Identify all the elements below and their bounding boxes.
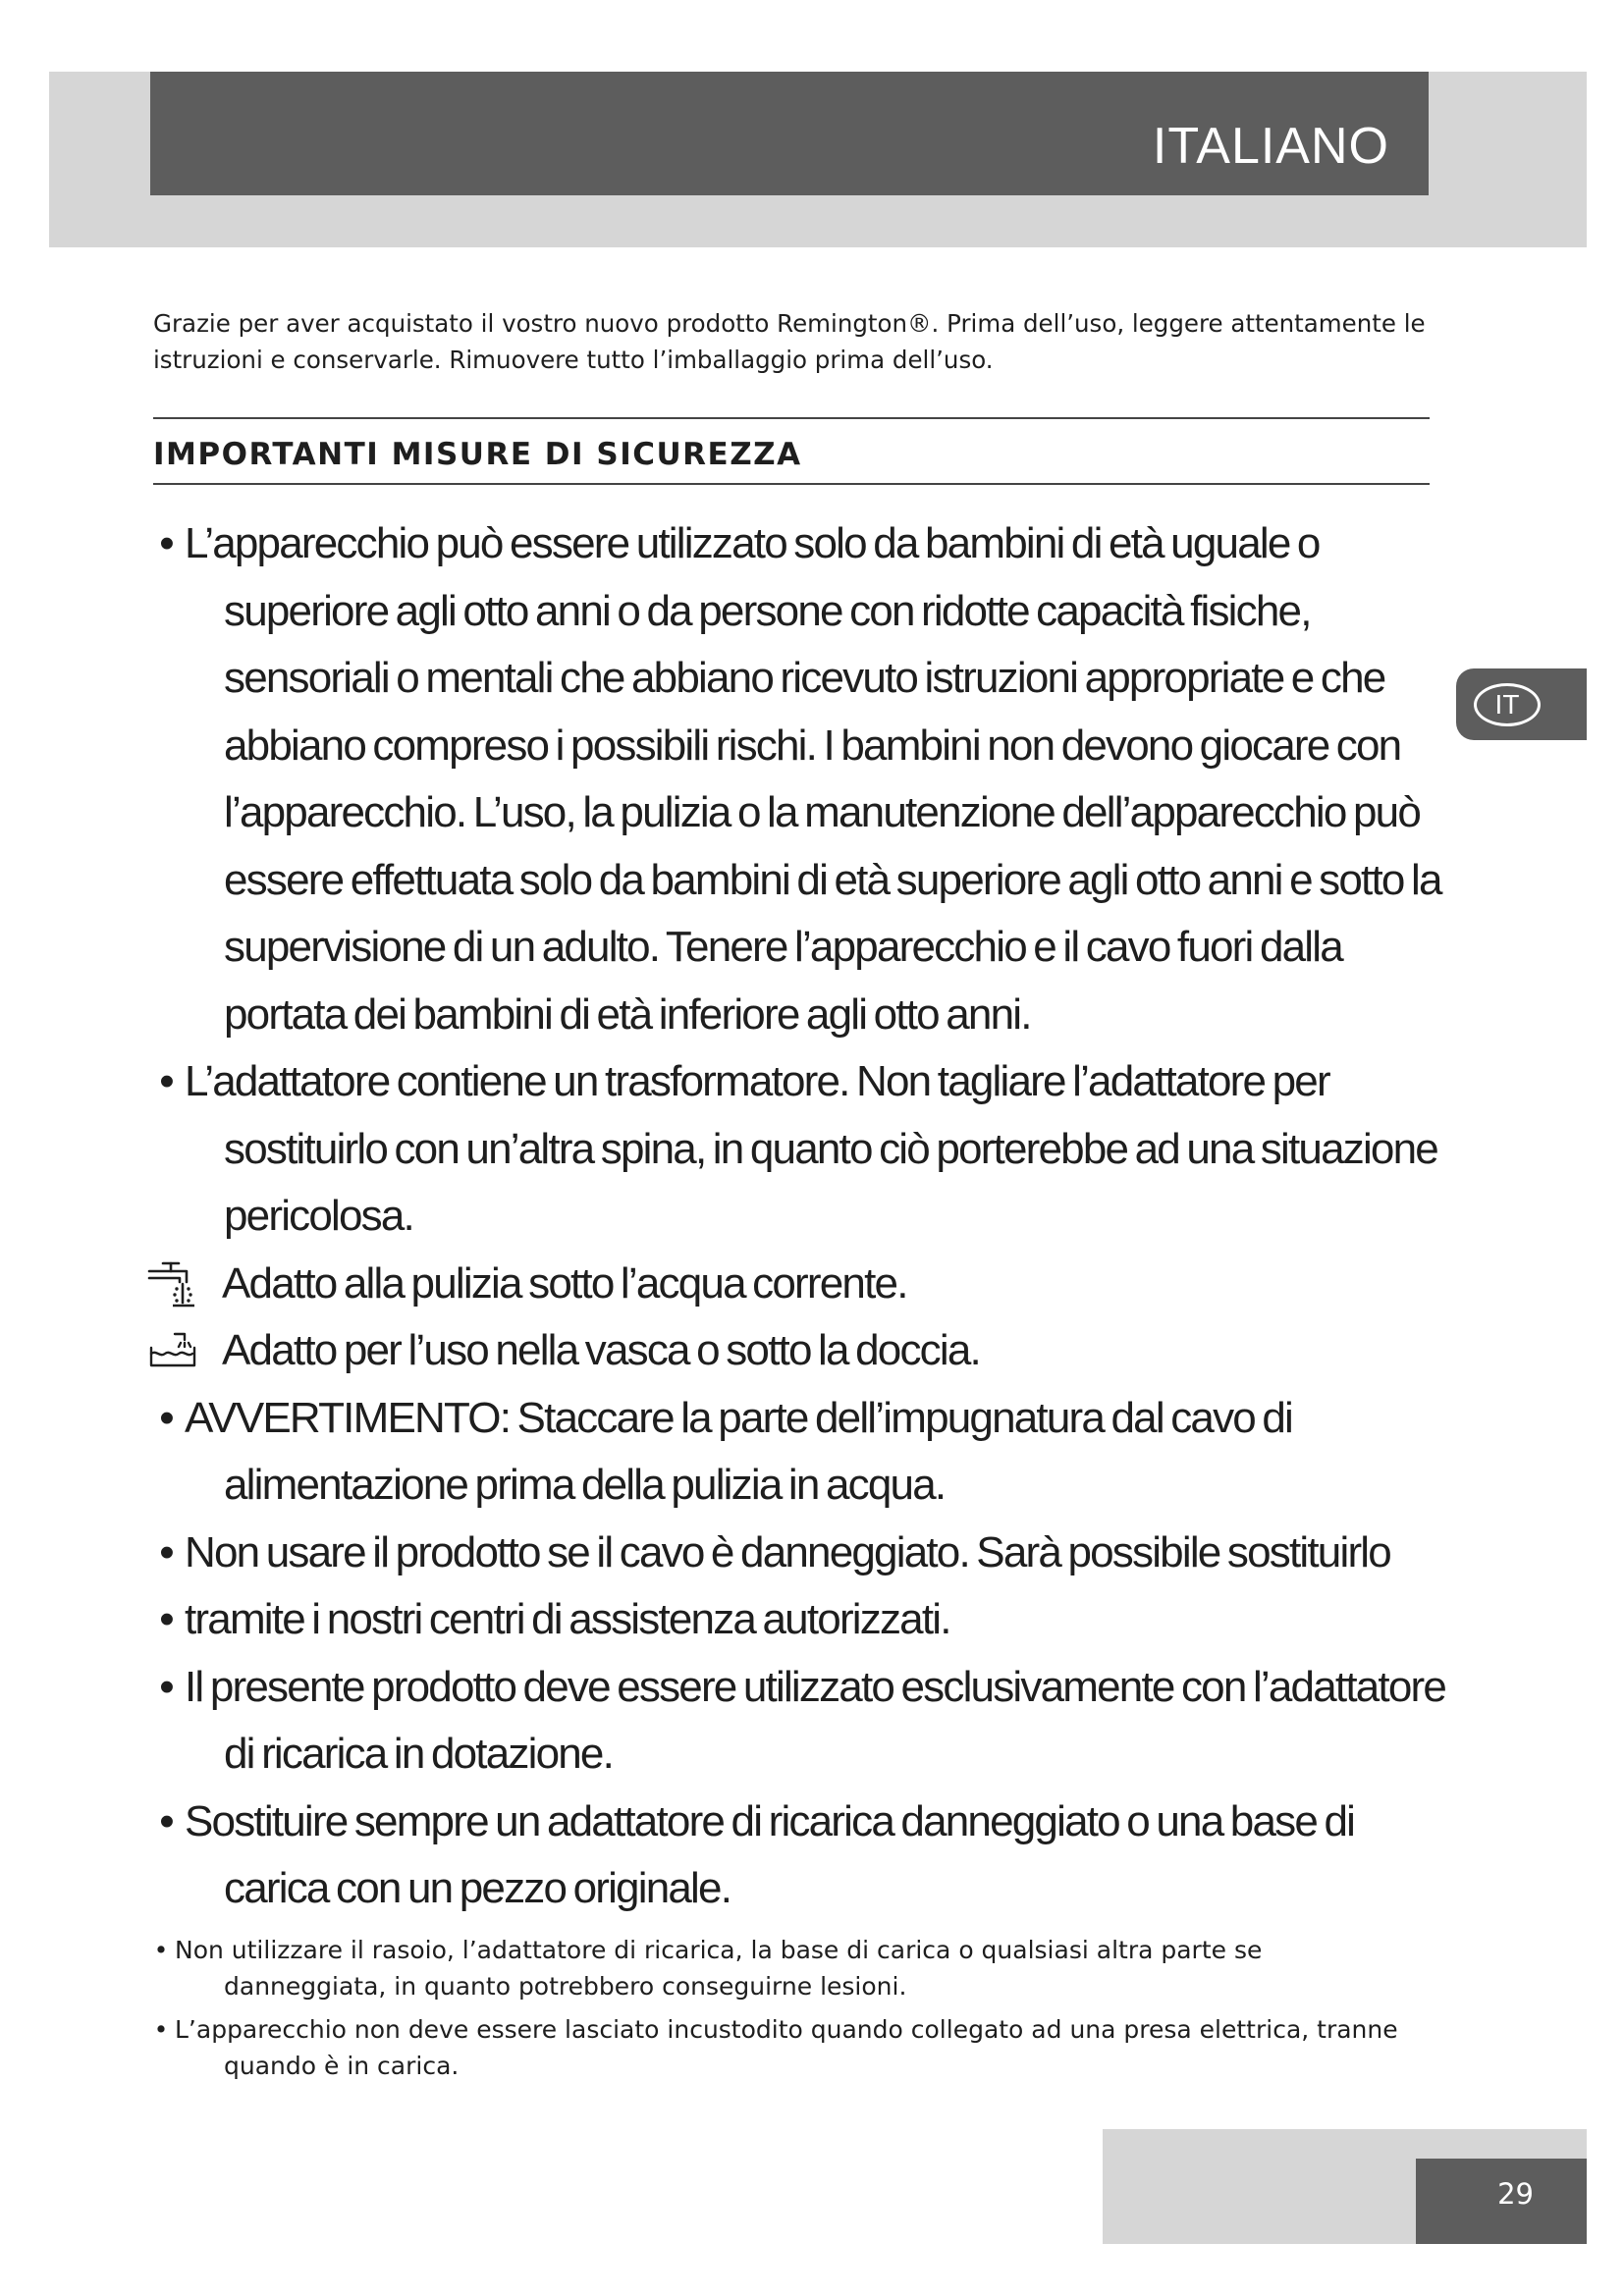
bullet: • (159, 1393, 173, 1442)
icon-list-item (147, 1317, 1453, 1385)
intro-paragraph: Grazie per aver acquistato il vostro nuovo prodotto Remington®. Prima dell’uso, leggere attentamente le istruzioni e conservarle. Rimuovere tutto l’imballaggio prima dell’uso. (153, 309, 1426, 374)
list-item (147, 1586, 1453, 1654)
small-safety-list (147, 1932, 1404, 2091)
section-divider-bottom (153, 483, 1430, 485)
icon-list-item-text: Adatto per l’uso nella vasca o sotto la doccia. (222, 1326, 980, 1374)
bullet: • (159, 1595, 173, 1643)
section-heading: IMPORTANTI MISURE DI SICUREZZA (153, 437, 802, 472)
bullet: • (159, 519, 173, 567)
language-badge: IT (1474, 683, 1541, 726)
list-item (147, 1789, 1453, 1923)
bullet: • (159, 1796, 173, 1845)
language-tab (1456, 668, 1587, 740)
list-item (147, 1654, 1453, 1789)
icon-list-item (147, 1251, 1453, 1318)
list-item (147, 2011, 1404, 2084)
bullet: • (159, 1662, 173, 1711)
list-item (147, 510, 1453, 1048)
icon-list-item-text: Adatto alla pulizia sotto l’acqua corrente. (222, 1258, 907, 1308)
page-number-box (1416, 2159, 1587, 2244)
list-item-text: Sostituire sempre un adattatore di ricarica danneggiato o una base di carica con un pezzo originale. (185, 1796, 1355, 1912)
list-item-text: tramite i nostri centri di assistenza autorizzati. (185, 1595, 950, 1643)
list-item-text: Il presente prodotto deve essere utilizzato esclusivamente con l’adattatore di ricarica in dotazione. (185, 1662, 1446, 1778)
bullet: • (159, 1527, 173, 1576)
water-tap-icon (147, 1251, 222, 1317)
bullet: • (159, 1057, 173, 1105)
list-item (147, 1048, 1453, 1251)
list-item-text: Non usare il prodotto se il cavo è danneggiato. Sarà possibile sostituirlo (185, 1527, 1390, 1576)
list-item-text: L’apparecchio non deve essere lasciato incustodito quando collegato ad una presa elettrica, tranne quando è in carica. (175, 2015, 1398, 2080)
list-item (147, 1932, 1404, 2004)
safety-list (147, 510, 1453, 1923)
list-item (147, 1385, 1453, 1520)
section-divider-top (153, 417, 1430, 419)
header-bar (150, 72, 1429, 195)
bullet: • (153, 1936, 169, 1964)
list-item-text: L’adattatore contiene un trasformatore. Non tagliare l’adattatore per sostituirlo con un’altra spina, in quanto ciò porterebbe ad una situazione pericolosa. (185, 1057, 1437, 1240)
list-item (147, 1520, 1453, 1587)
bullet: • (153, 2015, 169, 2044)
list-item-text: L’apparecchio può essere utilizzato solo da bambini di età uguale o superiore agli otto anni o da persone con ridotte capacità fisiche, sensoriali o mentali che abbiano ricevuto istruzioni appropriate e che abbiano compreso i possibili rischi. I bambini non devono giocare con l’apparecchio. L’uso, la pulizia o la manutenzione dell’apparecchio può essere effettuata solo da bambini di età superiore agli otto anni e sotto la supervisione di un adulto. Tenere l’apparecchio e il cavo fuori dalla portata dei bambini di età inferiore agli otto anni. (185, 519, 1441, 1039)
page-number: 29 (1497, 2177, 1534, 2211)
page-title: ITALIANO (1152, 118, 1389, 175)
list-item-text: Non utilizzare il rasoio, l’adattatore di ricarica, la base di carica o qualsiasi altra parte se danneggiata, in quanto potrebbero conseguirne lesioni. (175, 1936, 1263, 2001)
bath-shower-icon (147, 1317, 222, 1384)
list-item-text: AVVERTIMENTO: Staccare la parte dell’impugnatura dal cavo di alimentazione prima della pulizia in acqua. (185, 1393, 1293, 1509)
